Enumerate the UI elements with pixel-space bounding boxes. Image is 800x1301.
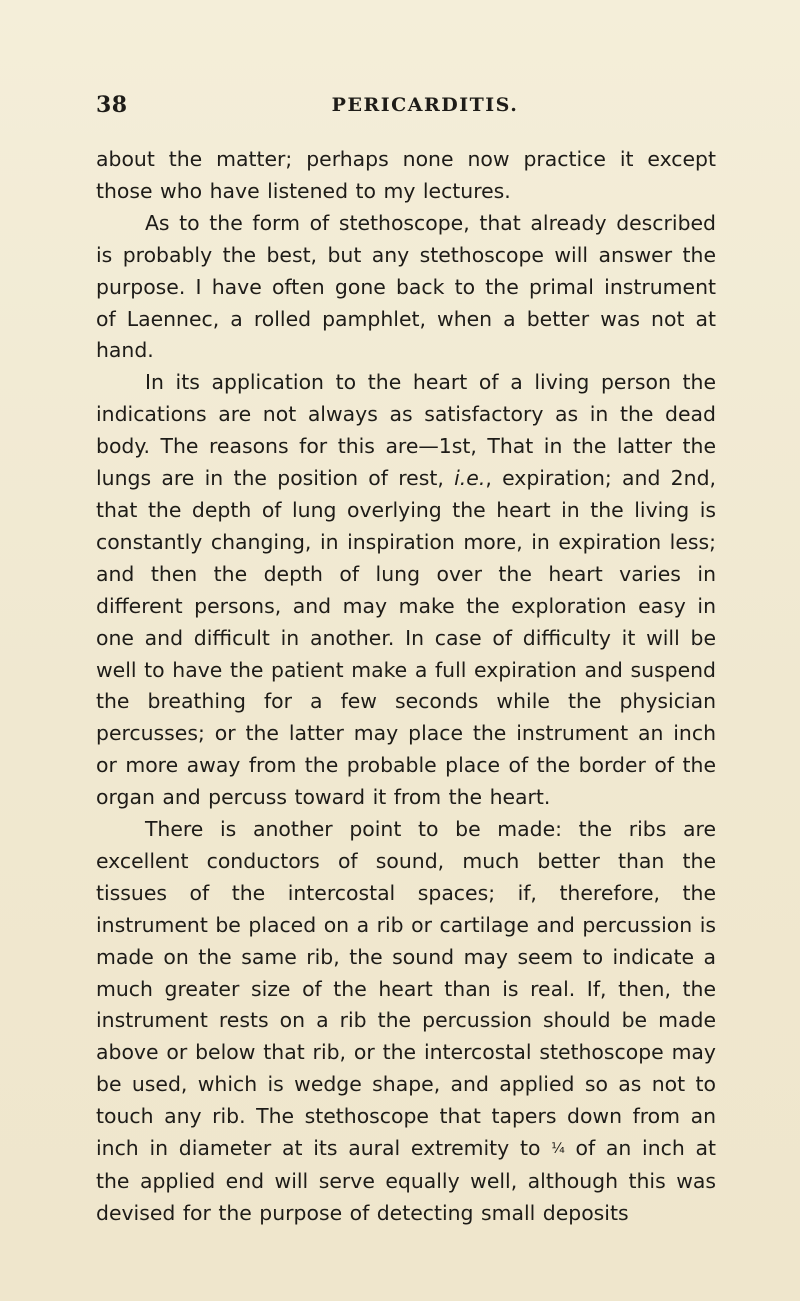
paragraph-1: about the matter; perhaps none now practice it except those who have listened to my lectures. (96, 147, 716, 203)
paragraph-3-italic: i.e. (454, 466, 486, 491)
paragraph-2: As to the form of stethoscope, that already described is probably the best, but any stethoscope will answer the purpose. I have often gone back to the primal instrument of Laennec, a rolled pamphlet, when a better was not at hand. (96, 210, 716, 363)
body-text (96, 144, 716, 1230)
running-head (96, 92, 714, 124)
running-title: PERICARDITIS. (331, 94, 519, 116)
page-number: 38 (96, 92, 128, 118)
fraction: ¼ (551, 1141, 565, 1158)
paragraph-3-text-a: In its application to the heart of a living person the indications are not always as satisfactory as in the dead body. The reasons for this are—1st, That in the latter the lungs are in the position of rest, (96, 370, 716, 491)
paragraph-3 (96, 367, 716, 814)
paragraph-4 (96, 814, 716, 1230)
paragraph-4-text-a: There is another point to be made: the ribs are excellent conductors of sound, much better than the tissues of the intercostal spaces; if, therefore, the instrument be placed on a rib or cartilage and percussion is made on the same rib, the sound may seem to indicate a much greater size of the heart than is real. If, then, the instrument rests on a rib the percussion should be made above or below that rib, or the intercostal stethoscope may be used, which is wedge shape, and applied so as not to touch any rib. The stethoscope that tapers down from an inch in diameter at its aural extremity to (96, 817, 716, 1161)
paragraph-3-text-b: , expiration; and 2nd, that the depth of lung overlying the heart in the living is constantly changing, in inspiration more, in expiration less; and then the depth of lung over the heart varies in different persons, and may make the exploration easy in one and difficult in another. In case of difficulty it will be well to have the patient make a full expiration and suspend the breathing for a few seconds while the physician percusses; or the latter may place the instrument an inch or more away from the probable place of the border of the organ and percuss toward it from the heart. (96, 466, 717, 810)
paragraph-4-text-b: of an inch at the applied end will serve equally well, although this was devised for the purpose of detecting small deposits (96, 1136, 717, 1225)
